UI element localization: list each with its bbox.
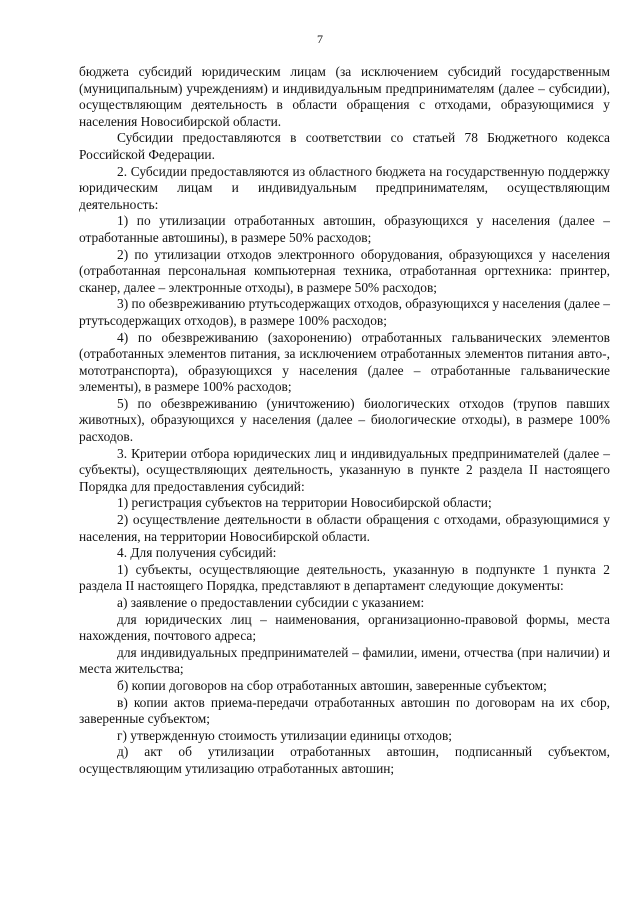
paragraph: бюджета субсидий юридическим лицам (за исключением субсидий государственным (муниципальным) учреждениям) и индивидуальным предпринимателям (далее – субсидии), осуществляющим деятельность в области обращения с отходами, образующимися у населения Новосибирской области.	[79, 64, 610, 129]
paragraph: 3. Критерии отбора юридических лиц и индивидуальных предпринимателей (далее – субъекты), осуществляющих деятельность, указанную в пункте 2 раздела II настоящего Порядка для предоставления субсидий:	[79, 445, 610, 494]
paragraph: 2) осуществление деятельности в области обращения с отходами, образующимися у населения, на территории Новосибирской области.	[79, 512, 610, 544]
paragraph: 2. Субсидии предоставляются из областного бюджета на государственную поддержку юридическим лицам и индивидуальным предпринимателям, осуществляющим деятельность:	[79, 163, 610, 212]
paragraph: 2) по утилизации отходов электронного оборудования, образующихся у населения (отработанная персональная компьютерная техника, отработанная оргтехника: принтер, сканер, далее – электронные отходы), в размере 50% расходов;	[79, 246, 610, 295]
paragraph: 5) по обезвреживанию (уничтожению) биологических отходов (трупов павших животных), образующихся у населения (далее – биологические отходы), в размере 100% расходов.	[79, 395, 610, 445]
paragraph: для индивидуальных предпринимателей – фамилии, имени, отчества (при наличии) и места жительства;	[79, 644, 610, 677]
paragraph: 1) по утилизации отработанных автошин, образующихся у населения (далее – отработанные автошины), в размере 50% расходов;	[79, 213, 610, 245]
paragraph: б) копии договоров на сбор отработанных автошин, заверенные субъектом;	[117, 677, 547, 693]
paragraph: г) утвержденную стоимость утилизации единицы отходов;	[117, 727, 452, 743]
paragraph: 1) субъекты, осуществляющие деятельность, указанную в подпункте 1 пункта 2 раздела II настоящего Порядка, представляют в департамент следующие документы:	[79, 561, 610, 594]
paragraph: 4) по обезвреживанию (захоронению) отработанных гальванических элементов (отработанных элементов питания, за исключением отработанных элементов питания авто-, мототранспорта), образующихся у населения (далее – отработанные гальванические элементы), в размере 100% расходов;	[79, 329, 610, 395]
paragraph: д) акт об утилизации отработанных автошин, подписанный субъектом, осуществляющим утилизацию отработанных автошин;	[79, 744, 610, 776]
paragraph: 3) по обезвреживанию ртутьсодержащих отходов, образующихся у населения (далее – ртутьсодержащих отходов), в размере 100% расходов;	[79, 296, 610, 328]
paragraph: а) заявление о предоставлении субсидии с указанием:	[117, 595, 425, 610]
document-body	[79, 64, 610, 778]
paragraph: в) копии актов приема-передачи отработанных автошин по договорам на их сбор, заверенные субъектом;	[79, 694, 610, 727]
paragraph: 4. Для получения субсидий:	[117, 545, 277, 561]
page-number: 7	[317, 32, 323, 46]
paragraph: Субсидии предоставляются в соответствии со статьей 78 Бюджетного кодекса Российской Федерации.	[79, 130, 610, 162]
paragraph: для юридических лиц – наименования, организационно-правовой формы, места нахождения, почтового адреса;	[79, 611, 610, 644]
paragraph: 1) регистрация субъектов на территории Новосибирской области;	[117, 495, 492, 511]
